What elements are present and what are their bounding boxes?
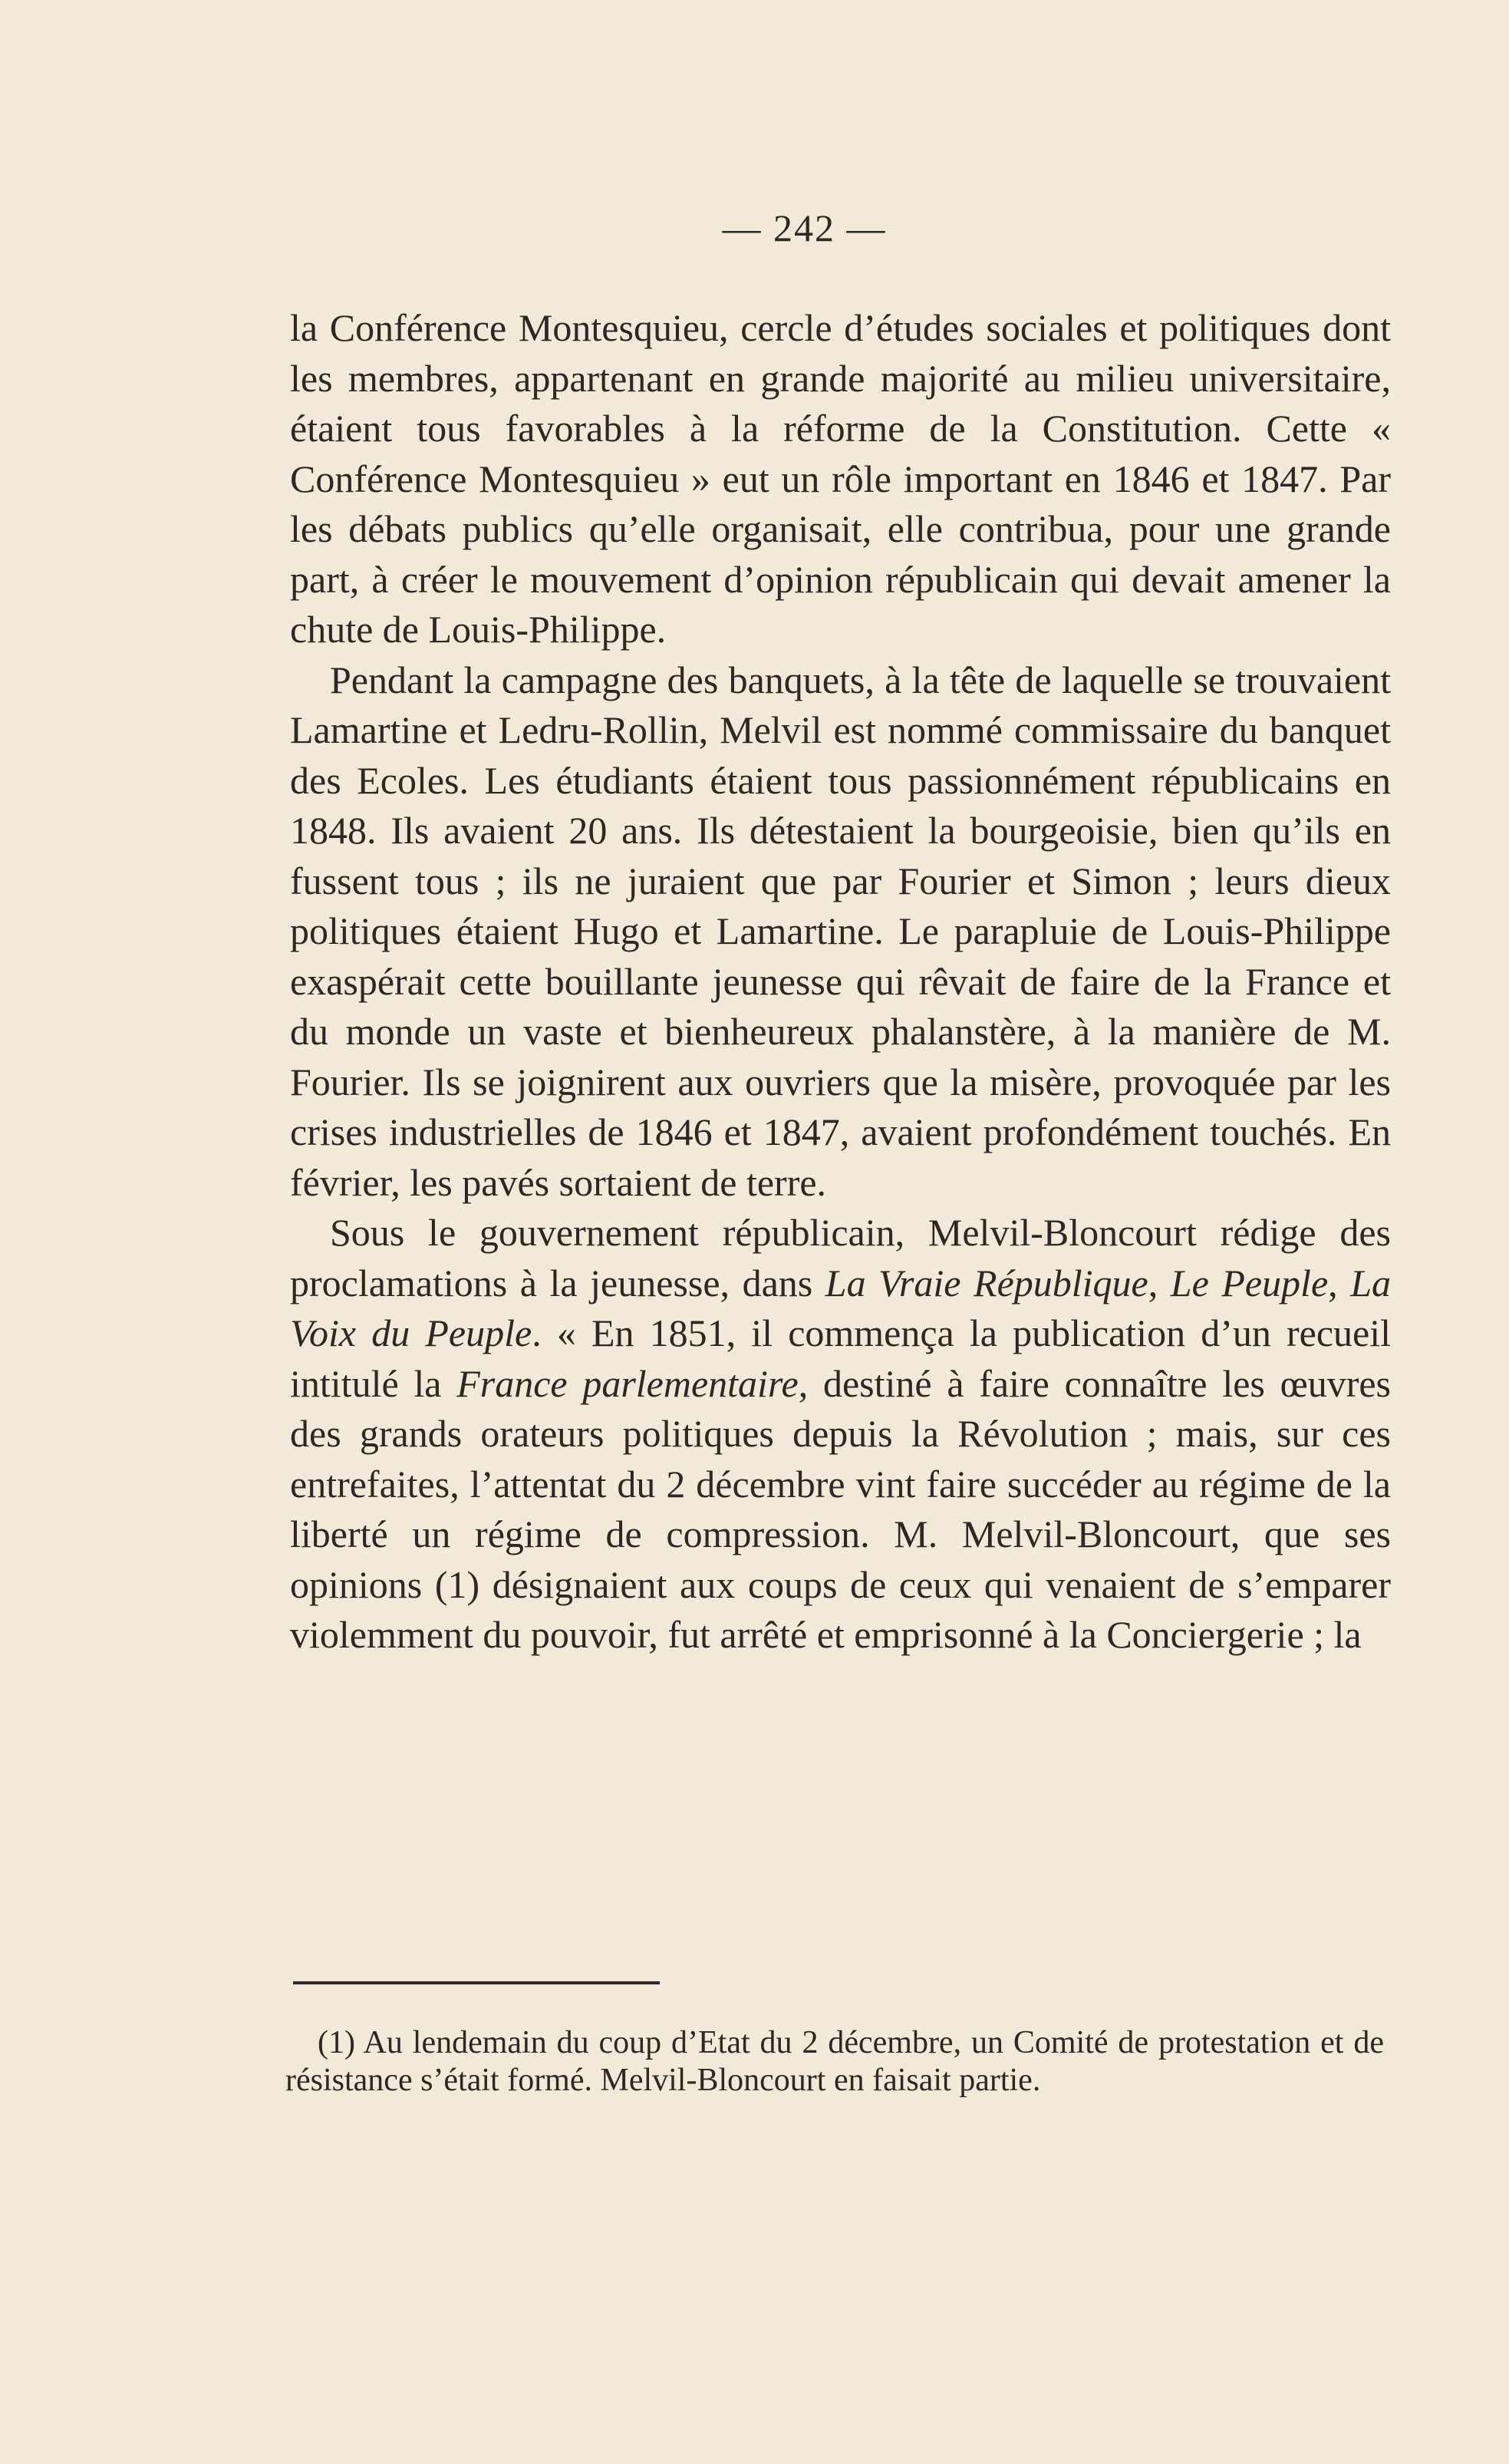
paragraph-3-text: . « En 1851, il commença la publication d’un recueil intitulé la <box>290 1311 1392 1405</box>
paragraph-3-text: , destiné à faire connaître les œuvres des grands orateurs politiques depuis la Révolution ; mais, sur ces entrefaites, l’attentat du 2 décembre vint faire succéder au régime de la liberté un régime de compression. M. Melvil-Bloncourt, que ses opinions (1) désignaient aux coups de ceux qui venaient de s’emparer violemment du pouvoir, fut arrêté et emprisonné à la Conciergerie ; la <box>290 1361 1392 1656</box>
footnote-separator <box>293 1981 660 1984</box>
paragraph-2: Pendant la campagne des banquets, à la tête de laquelle se trouvaient Lamartine et Ledru-Rollin, Melvil est nommé commissaire du banquet des Ecoles. Les étudiants étaient tous passionnément républicains en 1848. Ils avaient 20 ans. Ils détestaient la bourgeoisie, bien qu’ils en fussent tous ; ils ne juraient que par Fourier et Simon ; leurs dieux politiques étaient Hugo et Lamartine. Le parapluie de Louis-Philippe exaspérait cette bouillante jeunesse qui rêvait de faire de la France et du monde un vaste et bienheureux phalanstère, à la manière de M. Fourier. Ils se joignirent aux ouvriers que la misère, provoquée par les crises industrielles de 1846 et 1847, avaient profondément touchés. En février, les pavés sortaient de terre. <box>290 658 1391 1204</box>
body-text <box>290 303 1391 1661</box>
journal-title: La Voix du Peuple <box>290 1261 1391 1354</box>
paragraph-3 <box>290 1208 1391 1661</box>
publication-title: France parlementaire <box>456 1361 799 1405</box>
page-number: — 242 — <box>722 206 887 249</box>
paragraph-3-text: , <box>1328 1261 1351 1305</box>
paragraph-3-text: , <box>1148 1261 1171 1305</box>
journal-title: La Vraie République <box>825 1261 1148 1305</box>
paragraph-3-text: Sous le gouvernement républicain, Melvil-Bloncourt rédige des proclamations à la jeunesse, dans <box>290 1211 1391 1305</box>
paragraph-1: la Conférence Montesquieu, cercle d’études sociales et politiques dont les membres, appartenant en grande majorité au milieu universitaire, étaient tous favorables à la réforme de la Constitution. Cette « Conférence Montesquieu » eut un rôle important en 1846 et 1847. Par les débats publics qu’elle organisait, elle contribua, pour une grande part, à créer le mouvement d’opinion républicain qui devait amener la chute de Louis-Philippe. <box>290 306 1391 651</box>
footnote <box>285 2024 1384 2100</box>
footnote-text: (1) Au lendemain du coup d’Etat du 2 décembre, un Comité de protestation et de résistance s’était formé. Melvil-Bloncourt en faisait partie. <box>285 2025 1384 2098</box>
journal-title: Le Peuple <box>1170 1261 1329 1305</box>
